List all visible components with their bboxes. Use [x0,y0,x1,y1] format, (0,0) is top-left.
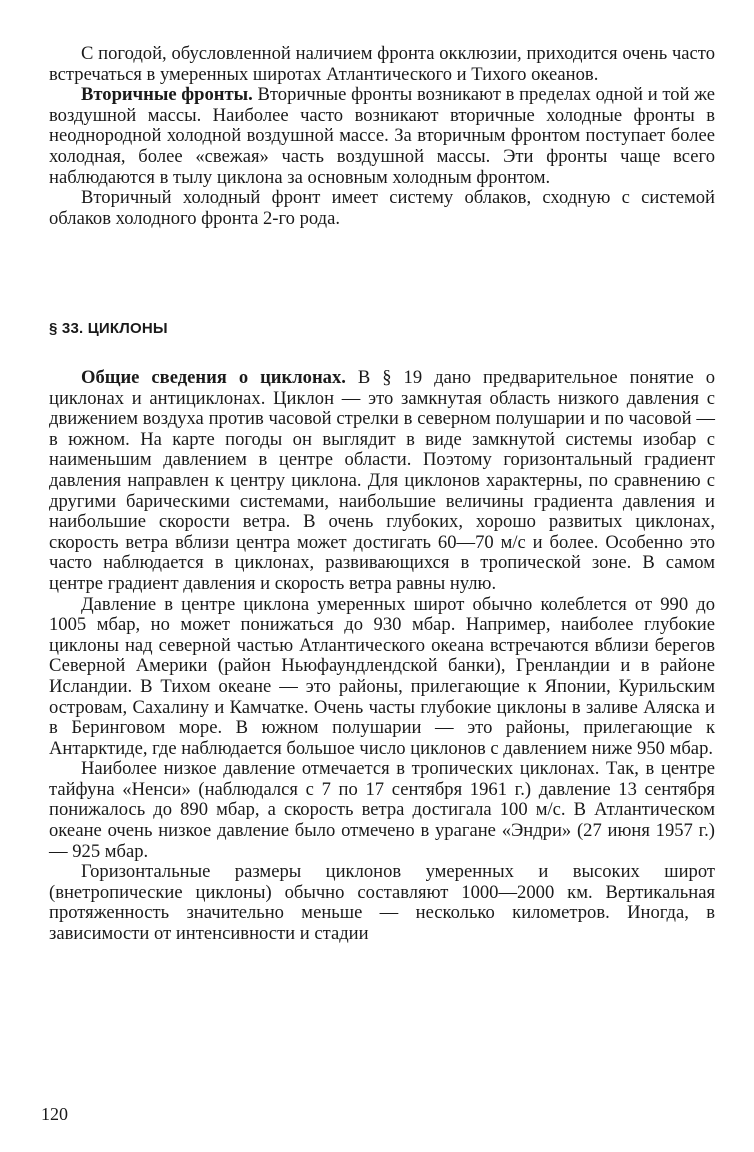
text-block-fronts [49,44,715,229]
paragraph: Горизонтальные размеры циклонов умеренных и высоких широт (внетропические циклоны) обычно составляют 1000—2000 км. Вертикальная протяженность значительно меньше — несколько километров. Иногда, в зависимости от интенсивности и стадии [49,861,715,945]
paragraph-lead: Общие сведения о циклонах. [81,367,346,388]
section-heading: § 33. ЦИКЛОНЫ [49,320,168,337]
paragraph: Наиболее низкое давление отмечается в тропических циклонах. Так, в центре тайфуна «Ненси» (наблюдался с 7 по 17 сентября 1961 г.) давление 13 сентября понижалось до 890 мбар, а скорость ветра достигала 100 м/с. В Атлантическом океане очень низкое давление было отмечено в урагане «Эндри» (27 июня 1957 г.) — 925 мбар. [49,758,715,862]
paragraph: Вторичный холодный фронт имеет систему облаков, сходную с системой облаков холодного фронта 2-го рода. [49,187,715,229]
paragraph-secondary-fronts: Вторичные фронты. Вторичные фронты возникают в пределах одной и той же воздушной массы. Наиболее часто возникают вторичные холодные фронты в неоднородной холодной воздушной массе. За вторичным фронтом поступает более холодная, более «свежая» часть воздушной массы. Эти фронты чаще всего наблюдаются в тылу циклона за основным холодным фронтом. [49,84,715,188]
paragraph-lead: Вторичные фронты. [81,84,253,106]
paragraph: С погодой, обусловленной наличием фронта окклюзии, приходится очень часто встречаться в умеренных широтах Атлантического и Тихого океанов. [49,43,715,85]
page-number: 120 [41,1104,68,1124]
paragraph: Давление в центре циклона умеренных широт обычно колеблется от 990 до 1005 мбар, но может понижаться до 930 мбар. Например, наиболее глубокие циклоны над северной частью Атлантического океана встречаются вблизи берегов Северной Америки (район Ньюфаундлендской банки), Гренландии и в районе Исландии. В Тихом океане — это районы, прилегающие к Японии, Курильским островам, Сахалину и Камчатке. Очень часты глубокие циклоны в заливе Аляска и в Беринговом море. В южном полушарии — это районы, прилегающие к Антарктиде, где наблюдается большое число циклонов с давлением ниже 950 мбар. [49,593,715,759]
paragraph-general-info: Общие сведения о циклонах. В § 19 дано предварительное понятие о циклонах и антициклонах. Циклон — это замкнутая область низкого давления с движением воздуха против часовой стрелки в северном полушарии и по часовой — в южном. На карте погоды он выглядит в виде замкнутой системы изобар с наименьшим давлением в центре области. Поэтому горизонтальный градиент давления направлен к центру циклона. Для циклонов характерны, по сравнению с другими барическими системами, наибольшие величины градиента давления и наибольшие скорости ветра. В очень глубоких, хорошо развитых циклонах, скорость ветра вблизи центра может достигать 60—70 м/с и более. Особенно это часто наблюдается в циклонах, развивающихся в тропической зоне. В самом центре градиент давления и скорость ветра равны нулю. [49,367,715,594]
text-block-cyclones [49,368,715,945]
